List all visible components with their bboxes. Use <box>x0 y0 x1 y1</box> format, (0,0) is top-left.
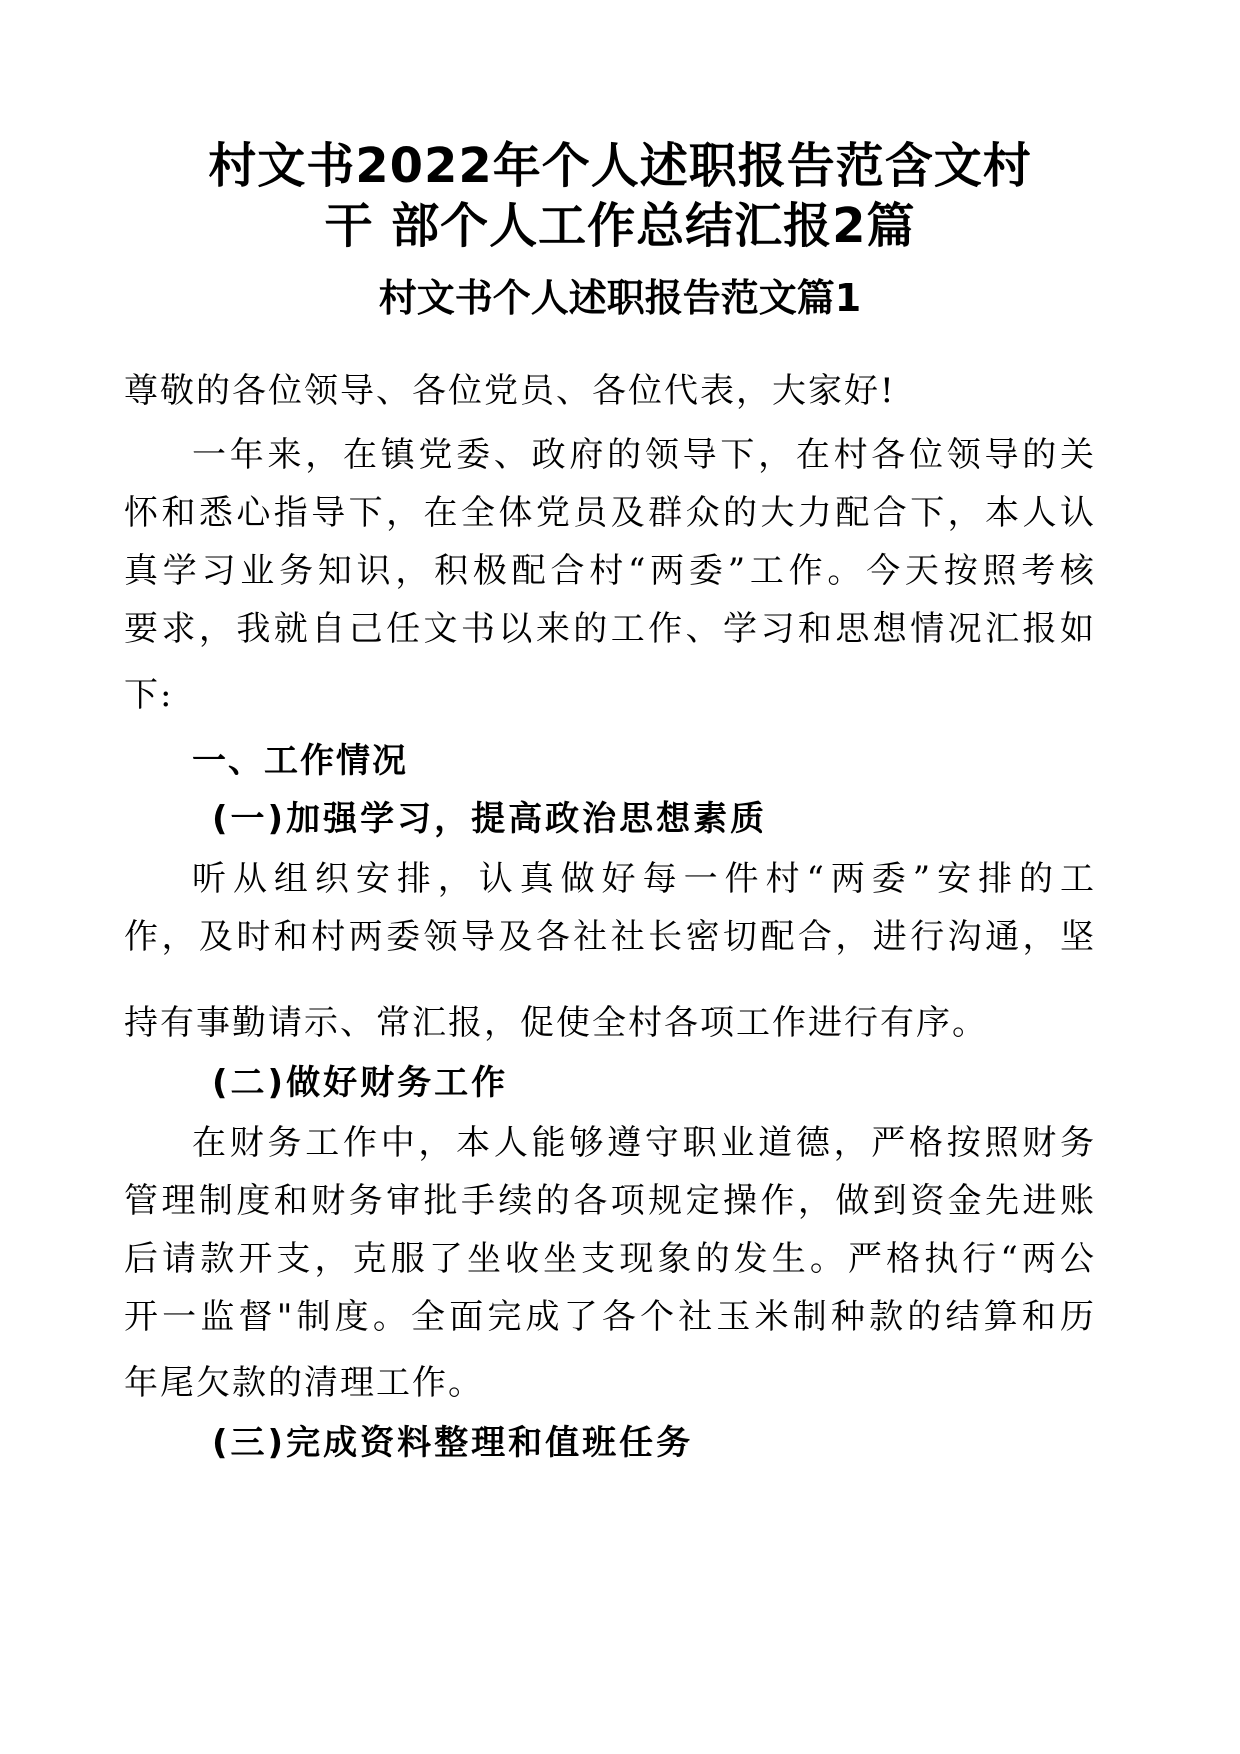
subsection-heading-3: (三)完成资料整理和值班任务 <box>212 1423 694 1463</box>
intro-line-3: 真学习业务知识，积极配合村“两委”工作。今天按照考核 <box>124 551 1094 591</box>
subsection-1-line-2: 作，及时和村两委领导及各社社长密切配合，进行沟通，坚 <box>124 917 1094 957</box>
document-title-line-2: 干 部个人工作总结汇报2篇 <box>324 198 916 254</box>
intro-line-4: 要求，我就自己任文书以来的工作、学习和思想情况汇报如 <box>124 609 1094 649</box>
document-subtitle: 村文书个人述职报告范文篇1 <box>378 276 862 320</box>
subsection-2-line-5: 年尾欠款的清理工作。 <box>124 1363 484 1403</box>
subsection-2-line-1: 在财务工作中，本人能够遵守职业道德，严格按照财务 <box>192 1123 1094 1163</box>
subsection-heading-1: (一)加强学习，提高政治思想素质 <box>212 799 768 839</box>
subsection-1-line-3: 持有事勤请示、常汇报，促使全村各项工作进行有序。 <box>124 1003 988 1043</box>
subsection-heading-2: (二)做好财务工作 <box>212 1063 509 1103</box>
subsection-2-line-3: 后请款开支，克服了坐收坐支现象的发生。严格执行“两公 <box>124 1239 1094 1279</box>
greeting: 尊敬的各位领导、各位党员、各位代表，大家好! <box>124 371 896 411</box>
subsection-2-line-2: 管理制度和财务审批手续的各项规定操作，做到资金先进账 <box>124 1181 1094 1221</box>
document-title-line-1: 村文书2022年个人述职报告范含文村 <box>208 138 1032 194</box>
intro-line-5: 下: <box>124 675 174 715</box>
intro-line-2: 怀和悉心指导下，在全体党员及群众的大力配合下，本人认 <box>124 493 1094 533</box>
section-heading-work: 一、工作情况 <box>192 741 408 781</box>
subsection-2-line-4: 开一监督"制度。全面完成了各个社玉米制种款的结算和历 <box>124 1297 1094 1337</box>
intro-line-1: 一年来，在镇党委、政府的领导下，在村各位领导的关 <box>192 435 1094 475</box>
subsection-1-line-1: 听从组织安排，认真做好每一件村“两委”安排的工 <box>192 859 1094 899</box>
